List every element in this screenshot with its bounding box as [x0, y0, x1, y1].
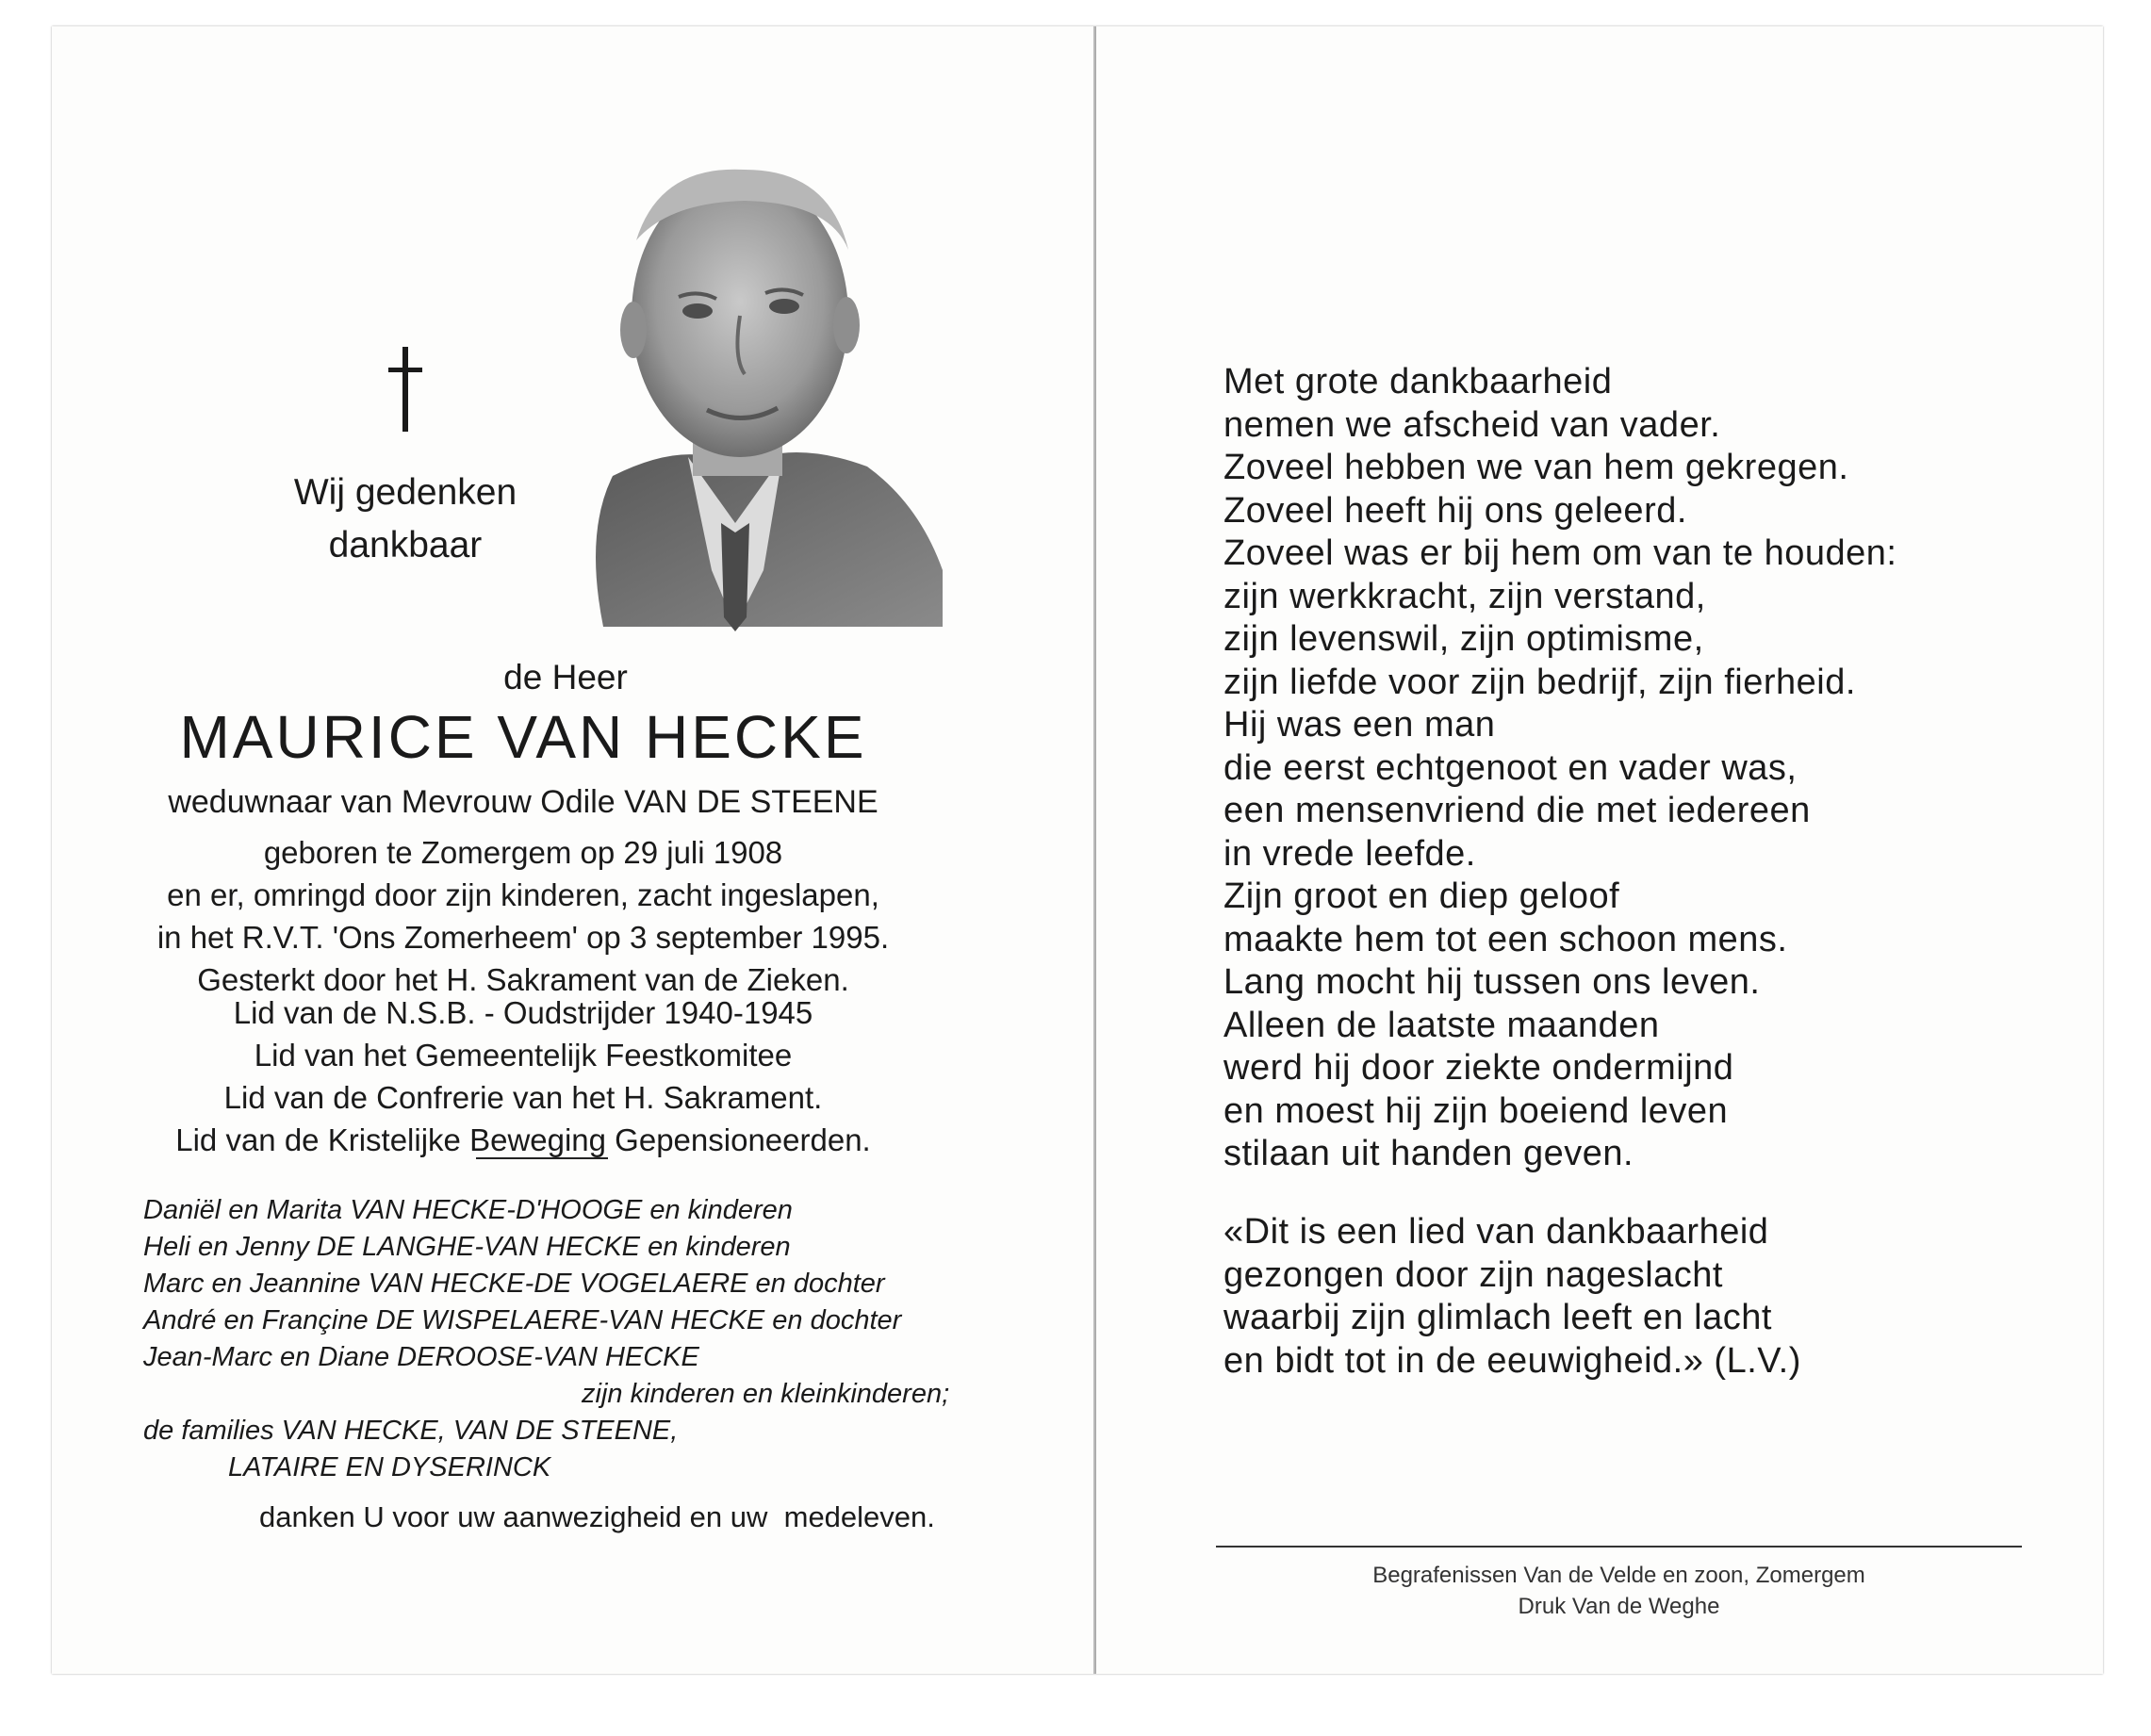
family-line: Marc en Jeannine VAN HECKE-DE VOGELAERE en dochter: [143, 1269, 885, 1299]
quote-line: «Dit is een lied van dankbaarheid: [1223, 1212, 1769, 1252]
poem-line: en moest hij zijn boeiend leven: [1223, 1090, 1729, 1131]
poem-line: een mensenvriend die met iedereen: [1223, 791, 1811, 830]
membership-line: Lid van de N.S.B. - Oudstrijder 1940-1945: [233, 995, 813, 1030]
poem-line: Hij was een man: [1223, 705, 1496, 745]
poem-line: Zoveel heeft hij ons geleerd.: [1223, 490, 1687, 531]
bio-line: in het R.V.T. 'Ons Zomerheem' op 3 september 1995.: [156, 920, 890, 955]
poem-line: maakte hem tot een schoon mens.: [1223, 919, 1788, 959]
thanks-line: danken U voor uw aanwezigheid en uw medeleven.: [259, 1500, 935, 1533]
poem-line: die eerst echtgenoot en vader was,: [1223, 747, 1798, 788]
poem-line: Alleen de laatste maanden: [1223, 1005, 1660, 1045]
poem-line: Zijn groot en diep geloof: [1223, 876, 1620, 916]
membership-line: Lid van het Gemeentelijk Feestkomitee: [254, 1038, 793, 1073]
footer-line: Begrafenissen Van de Velde en zoon, Zomergem: [1372, 1563, 1865, 1588]
poem: [1223, 361, 2025, 1176]
family-line: Daniël en Marita VAN HECKE-D'HOOGE en kinderen: [143, 1195, 793, 1225]
family-line: de families VAN HECKE, VAN DE STEENE,: [143, 1416, 679, 1446]
membership-line: Lid van de Confrerie van het H. Sakrament.: [223, 1080, 823, 1115]
bio-line: en er, omringd door zijn kinderen, zacht ingeslapen,: [167, 877, 879, 912]
biography: [52, 831, 994, 1001]
bio-line: Gesterkt door het H. Sakrament van de Zieken.: [197, 962, 849, 997]
bio-line: geboren te Zomergem op 29 juli 1908: [263, 835, 783, 870]
poem-line: werd hij door ziekte ondermijnd: [1223, 1048, 1734, 1088]
poem-line: Zoveel was er bij hem om van te houden:: [1223, 533, 1897, 573]
family-line: André en Françine DE WISPELAERE-VAN HECKE en dochter: [143, 1305, 902, 1335]
widower-line: weduwnaar van Mevrouw Odile VAN DE STEENE: [168, 784, 878, 820]
poem-line: Zoveel hebben we van hem gekregen.: [1223, 448, 1849, 487]
title-prefix: de Heer: [503, 658, 628, 696]
poem-line: Met grote dankbaarheid: [1223, 362, 1613, 401]
poem-line: zijn levenswil, zijn optimisme,: [1223, 619, 1704, 659]
portrait-photo: [547, 127, 943, 646]
poem-line: nemen we afscheid van vader.: [1223, 404, 1721, 445]
family-line: Jean-Marc en Diane DEROOSE-VAN HECKE: [143, 1342, 699, 1372]
memberships: [52, 991, 994, 1161]
quote-line: gezongen door zijn nageslacht: [1223, 1254, 1723, 1295]
membership-line: Lid van de Kristelijke Beweging Gepensioneerden.: [175, 1122, 871, 1157]
family-list: [143, 1192, 1020, 1486]
poem-line: in vrede leefde.: [1223, 833, 1476, 874]
cross-icon: [283, 302, 528, 434]
closing-quote: [1223, 1211, 2025, 1383]
footer-line: Druk Van de Weghe: [1518, 1594, 1720, 1619]
intro-line: dankbaar: [328, 525, 483, 565]
poem-line: stilaan uit handen geven.: [1223, 1134, 1634, 1173]
quote-line: waarbij zijn glimlach leeft en lacht: [1223, 1298, 1772, 1337]
divider: [476, 1157, 608, 1159]
intro-line: Wij gedenken: [293, 472, 517, 513]
poem-line: Lang mocht hij tussen ons leven.: [1223, 962, 1761, 1002]
printer-footer: [1216, 1560, 2022, 1622]
poem-line: zijn werkkracht, zijn verstand,: [1223, 576, 1706, 616]
family-line: zijn kinderen en kleinkinderen;: [582, 1379, 950, 1409]
family-line: Heli en Jenny DE LANGHE-VAN HECKE en kinderen: [143, 1232, 791, 1262]
deceased-name: MAURICE VAN HECKE: [179, 703, 867, 771]
quote-line: en bidt tot in de eeuwigheid.» (L.V.): [1223, 1340, 1801, 1381]
footer-divider: [1216, 1546, 2022, 1548]
family-line: LATAIRE EN DYSERINCK: [228, 1452, 551, 1482]
poem-line: zijn liefde voor zijn bedrijf, zijn fierheid.: [1223, 662, 1856, 702]
